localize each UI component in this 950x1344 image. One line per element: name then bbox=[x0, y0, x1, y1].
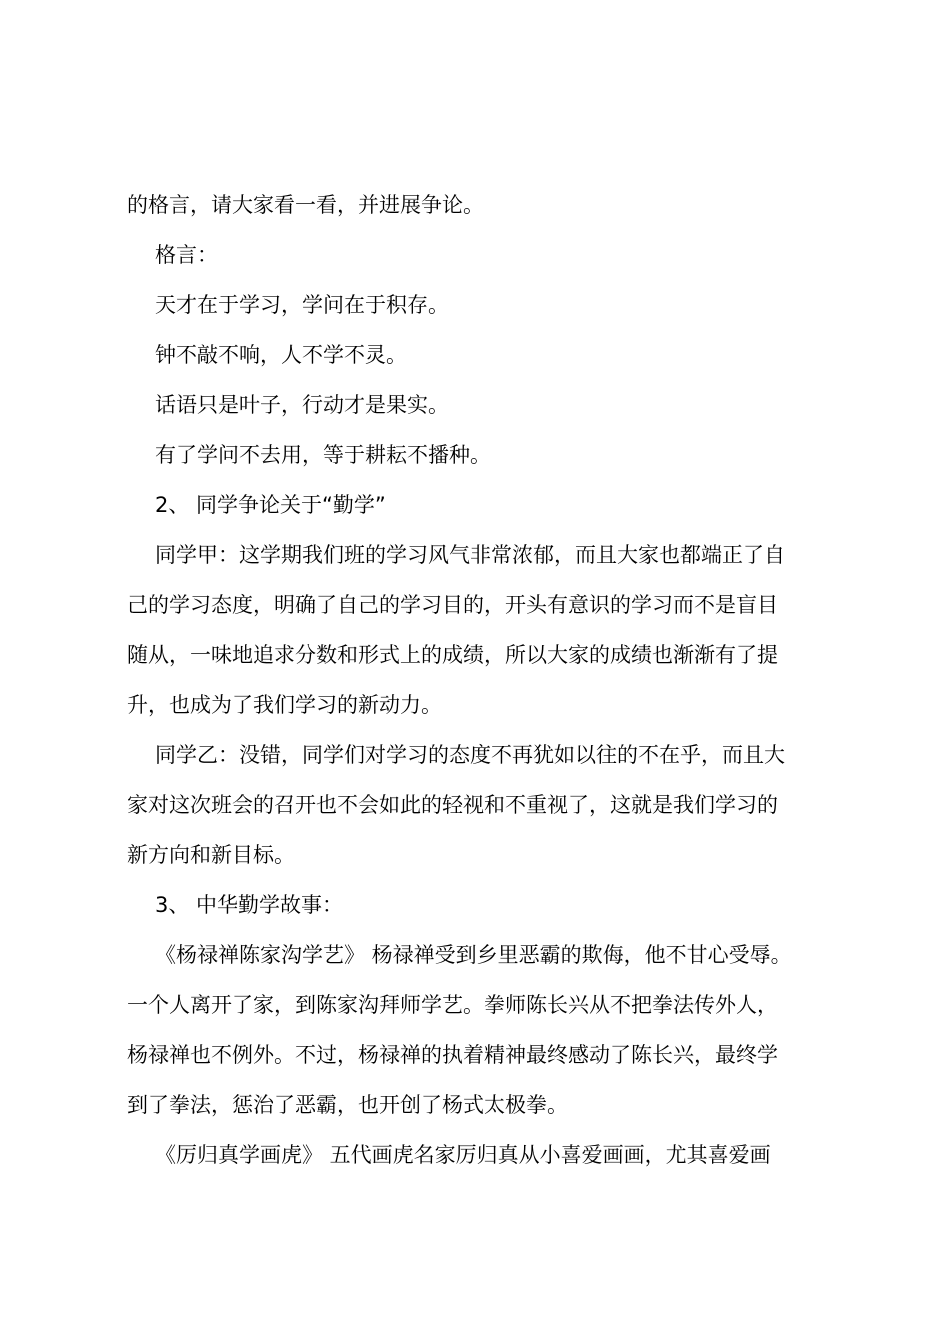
text-line: 有了学问不去用，等于耕耘不播种。 bbox=[155, 443, 491, 467]
section-heading: 3、 中华勤学故事： bbox=[155, 893, 344, 917]
text-line: 《厉归真学画虎》 五代画虎名家厉归真从小喜爱画画，尤其喜爱画 bbox=[155, 1143, 771, 1167]
text-line: 新方向和新目标。 bbox=[127, 843, 295, 867]
text-line: 格言： bbox=[155, 243, 218, 267]
text-line: 同学乙：没错，同学们对学习的态度不再犹如以往的不在乎，而且大 bbox=[155, 743, 785, 767]
text-line: 的格言，请大家看一看，并进展争论。 bbox=[127, 193, 484, 217]
text-line: 《杨禄禅陈家沟学艺》 杨禄禅受到乡里恶霸的欺侮，他不甘心受辱。 bbox=[155, 943, 792, 967]
text-line: 己的学习态度，明确了自己的学习目的，开头有意识的学习而不是盲目 bbox=[127, 593, 778, 617]
text-line: 一个人离开了家，到陈家沟拜师学艺。拳师陈长兴从不把拳法传外人， bbox=[127, 993, 778, 1017]
section-heading: 2、 同学争论关于“勤学” bbox=[155, 493, 386, 517]
text-line: 杨禄禅也不例外。不过，杨禄禅的执着精神最终感动了陈长兴，最终学 bbox=[127, 1043, 778, 1067]
text-line: 到了拳法，惩治了恶霸，也开创了杨式太极拳。 bbox=[127, 1093, 568, 1117]
document-body bbox=[127, 180, 833, 1180]
text-line: 家对这次班会的召开也不会如此的轻视和不重视了，这就是我们学习的 bbox=[127, 793, 778, 817]
text-line: 同学甲：这学期我们班的学习风气非常浓郁，而且大家也都端正了自 bbox=[155, 543, 785, 567]
text-line: 话语只是叶子，行动才是果实。 bbox=[155, 393, 449, 417]
text-line: 天才在于学习，学问在于积存。 bbox=[155, 293, 449, 317]
text-line: 随从，一味地追求分数和形式上的成绩，所以大家的成绩也渐渐有了提 bbox=[127, 643, 778, 667]
text-line: 升，也成为了我们学习的新动力。 bbox=[127, 693, 442, 717]
text-line: 钟不敲不响，人不学不灵。 bbox=[155, 343, 407, 367]
